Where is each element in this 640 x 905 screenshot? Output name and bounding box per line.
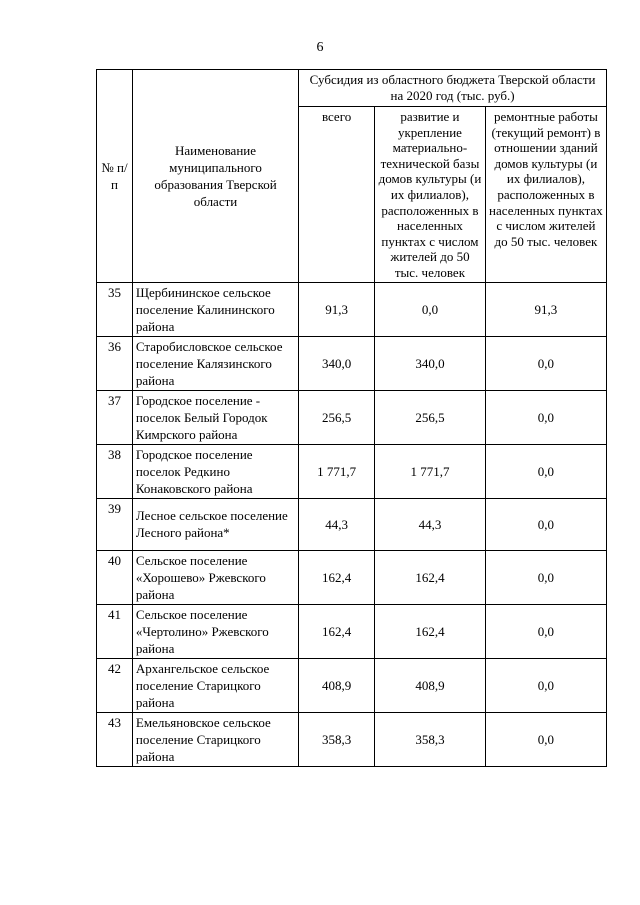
- row-development: 0,0: [375, 282, 486, 336]
- header-name: Наименование муниципального образования Тверской области: [132, 70, 298, 283]
- row-development: 44,3: [375, 498, 486, 550]
- table-row: [97, 712, 607, 766]
- row-total: 162,4: [299, 550, 375, 604]
- row-name: Сельское поселение «Чертолино» Ржевского района: [132, 604, 298, 658]
- table-row: [97, 336, 607, 390]
- row-repair: 0,0: [485, 604, 606, 658]
- row-name: Лесное сельское поселение Лесного района*: [132, 498, 298, 550]
- row-name: Сельское поселение «Хорошево» Ржевского района: [132, 550, 298, 604]
- row-repair: 0,0: [485, 498, 606, 550]
- row-num: 40: [97, 550, 133, 604]
- row-name: Старобисловское сельское поселение Калязинского района: [132, 336, 298, 390]
- table-row: [97, 658, 607, 712]
- header-subsidy: Субсидия из областного бюджета Тверской области на 2020 год (тыс. руб.): [299, 70, 607, 107]
- row-development: 358,3: [375, 712, 486, 766]
- row-num: 41: [97, 604, 133, 658]
- row-num: 38: [97, 444, 133, 498]
- table-row: [97, 390, 607, 444]
- row-repair: 0,0: [485, 336, 606, 390]
- table-row: [97, 604, 607, 658]
- page-number: 6: [316, 40, 324, 55]
- header-num: № п/п: [97, 70, 133, 283]
- row-num: 42: [97, 658, 133, 712]
- row-total: 340,0: [299, 336, 375, 390]
- row-total: 256,5: [299, 390, 375, 444]
- row-num: 43: [97, 712, 133, 766]
- row-development: 162,4: [375, 604, 486, 658]
- row-total: 91,3: [299, 282, 375, 336]
- row-num: 35: [97, 282, 133, 336]
- row-name: Архангельское сельское поселение Старицкого района: [132, 658, 298, 712]
- header-row-top: [97, 70, 607, 107]
- row-repair: 0,0: [485, 444, 606, 498]
- row-name: Емельяновское сельское поселение Старицкого района: [132, 712, 298, 766]
- row-num: 37: [97, 390, 133, 444]
- header-development: развитие и укрепление материально-технической базы домов культуры (и их филиалов), расположенных в населенных пунктах с числом жителей до 50 тыс. человек: [375, 107, 486, 283]
- row-repair: 0,0: [485, 390, 606, 444]
- row-total: 44,3: [299, 498, 375, 550]
- table-row: [97, 282, 607, 336]
- row-development: 1 771,7: [375, 444, 486, 498]
- row-total: 162,4: [299, 604, 375, 658]
- row-name: Щербининское сельское поселение Калининского района: [132, 282, 298, 336]
- row-num: 39: [97, 498, 133, 550]
- row-total: 408,9: [299, 658, 375, 712]
- row-repair: 91,3: [485, 282, 606, 336]
- row-name: Городское поселение - поселок Белый Городок Кимрского района: [132, 390, 298, 444]
- table-row: [97, 498, 607, 550]
- row-repair: 0,0: [485, 712, 606, 766]
- row-development: 162,4: [375, 550, 486, 604]
- header-repair: ремонтные работы (текущий ремонт) в отношении зданий домов культуры (и их филиалов), расположенных в населенных пунктах с числом жителей до 50 тыс. человек: [485, 107, 606, 283]
- table-body: [97, 282, 607, 766]
- row-development: 340,0: [375, 336, 486, 390]
- row-development: 408,9: [375, 658, 486, 712]
- table-row: [97, 550, 607, 604]
- row-name: Городское поселение поселок Редкино Конаковского района: [132, 444, 298, 498]
- row-repair: 0,0: [485, 658, 606, 712]
- row-repair: 0,0: [485, 550, 606, 604]
- row-total: 358,3: [299, 712, 375, 766]
- subsidy-table: [96, 69, 607, 767]
- row-total: 1 771,7: [299, 444, 375, 498]
- row-development: 256,5: [375, 390, 486, 444]
- header-total: всего: [299, 107, 375, 283]
- row-num: 36: [97, 336, 133, 390]
- table-row: [97, 444, 607, 498]
